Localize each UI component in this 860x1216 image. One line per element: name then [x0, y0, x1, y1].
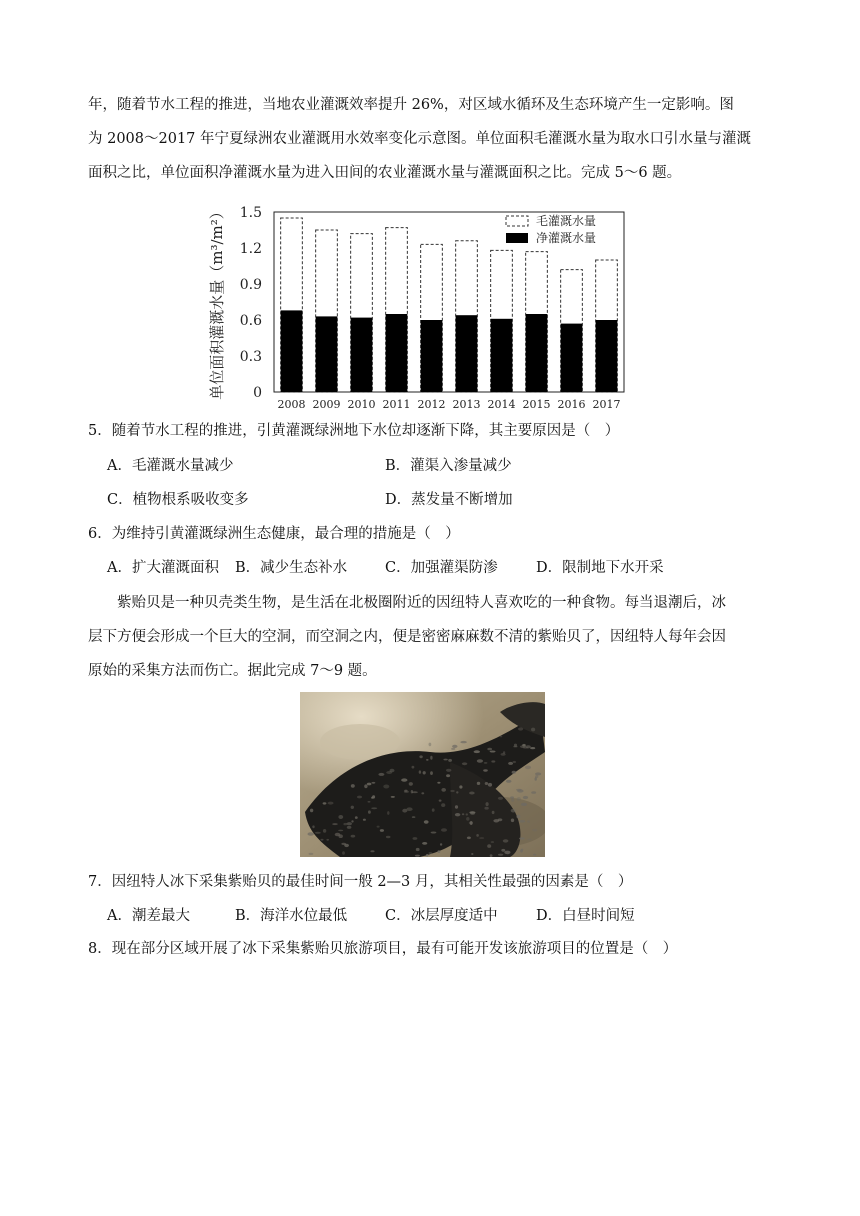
legend-swatch-net: [506, 233, 528, 243]
bar-net-2014: [491, 319, 513, 392]
passage-line-3: 原始的采集方法而伤亡。据此完成 7～9 题。: [88, 663, 377, 679]
y-tick-label: 0.6: [239, 313, 262, 329]
question-6-option-d: D．限制地下水开采: [536, 560, 664, 576]
bar-net-2013: [456, 315, 478, 392]
x-tick-label: 2010: [347, 398, 376, 411]
y-axis-label: 单位面积灌溉水量（m³/m²）: [208, 204, 226, 400]
legend-label-gross: 毛灌溉水量: [536, 214, 597, 228]
bar-net-2017: [596, 320, 618, 392]
passage-line-2: 层下方便会形成一个巨大的空洞，而空洞之内，便是密密麻麻数不清的紫贻贝了，因纽特人每年会因: [88, 629, 726, 645]
intro-paragraph: [88, 88, 772, 190]
question-5-option-c: C．植物根系吸收变多: [107, 492, 249, 508]
bar-net-2009: [316, 316, 338, 392]
passage-line-1: 紫贻贝是一种贝壳类生物，是生活在北极圈附近的因纽特人喜欢吃的一种食物。每当退潮后，冰: [117, 595, 726, 611]
question-5-option-b: B．灌渠入渗量减少: [385, 458, 512, 474]
x-tick-labels: [278, 398, 621, 411]
x-tick-label: 2014: [487, 398, 516, 411]
x-tick-label: 2009: [312, 398, 341, 411]
bar-net-2012: [421, 320, 443, 392]
bar-net-2010: [351, 318, 373, 392]
legend-label-net: 净灌溉水量: [536, 231, 597, 245]
question-7-option-d: D．白昼时间短: [536, 908, 635, 924]
passage-mussels: [88, 586, 772, 688]
intro-line-3: 面积之比，单位面积净灌溉水量为进入田间的农业灌溉水量与灌溉面积之比。完成 5～6 题。: [88, 165, 682, 181]
question-6-option-c: C．加强灌渠防渗: [385, 560, 498, 576]
intro-line-1: 年，随着节水工程的推进，当地农业灌溉效率提升 26%，对区域水循环及生态环境产生一定影响。图: [88, 97, 734, 113]
x-tick-label: 2011: [382, 398, 411, 411]
irrigation-bar-chart: [200, 196, 630, 416]
question-6-stem: 6．为维持引黄灌溉绿洲生态健康，最合理的措施是（ ）: [88, 526, 460, 542]
y-tick-label: 0: [253, 385, 262, 401]
question-5-option-a: A．毛灌溉水量减少: [107, 458, 234, 474]
bar-net-2016: [561, 324, 583, 392]
chart-legend: [506, 213, 596, 245]
x-tick-label: 2013: [452, 398, 481, 411]
bar-net-2015: [526, 314, 548, 392]
question-7-option-c: C．冰层厚度适中: [385, 908, 498, 924]
y-tick-label: 0.9: [239, 277, 262, 293]
question-5-option-d: D．蒸发量不断增加: [385, 492, 513, 508]
x-tick-label: 2012: [417, 398, 446, 411]
x-tick-label: 2016: [557, 398, 586, 411]
bar-net-2008: [281, 310, 303, 392]
x-tick-label: 2017: [592, 398, 621, 411]
y-tick-label: 1.2: [239, 241, 262, 257]
question-7-stem: 7．因纽特人冰下采集紫贻贝的最佳时间一般 2—3 月，其相关性最强的因素是（ ）: [88, 874, 633, 890]
mussels-photo-svg: [300, 692, 545, 857]
x-tick-label: 2008: [277, 398, 306, 411]
question-8-stem: 8．现在部分区域开展了冰下采集紫贻贝旅游项目，最有可能开发该旅游项目的位置是（ ）: [88, 941, 678, 957]
x-tick-label: 2015: [522, 398, 551, 411]
question-7-option-a: A．潮差最大: [107, 908, 190, 924]
y-tick-label: 0.3: [239, 349, 262, 365]
y-tick-label: 1.5: [239, 205, 262, 221]
bar-net-2011: [386, 314, 408, 392]
y-tick-labels: [240, 205, 262, 401]
legend-swatch-gross: [506, 216, 528, 226]
question-6-option-a: A．扩大灌溉面积: [107, 560, 219, 576]
question-5-stem: 5．随着节水工程的推进，引黄灌溉绿洲地下水位却逐渐下降，其主要原因是（ ）: [88, 423, 620, 439]
question-6-option-b: B．减少生态补水: [235, 560, 348, 576]
intro-line-2: 为 2008～2017 年宁夏绿洲农业灌溉用水效率变化示意图。单位面积毛灌溉水量为取水口引水量与灌溉: [88, 131, 752, 147]
mussels-photo: [300, 692, 545, 857]
question-7-option-b: B．海洋水位最低: [235, 908, 348, 924]
chart-svg: [200, 196, 630, 416]
